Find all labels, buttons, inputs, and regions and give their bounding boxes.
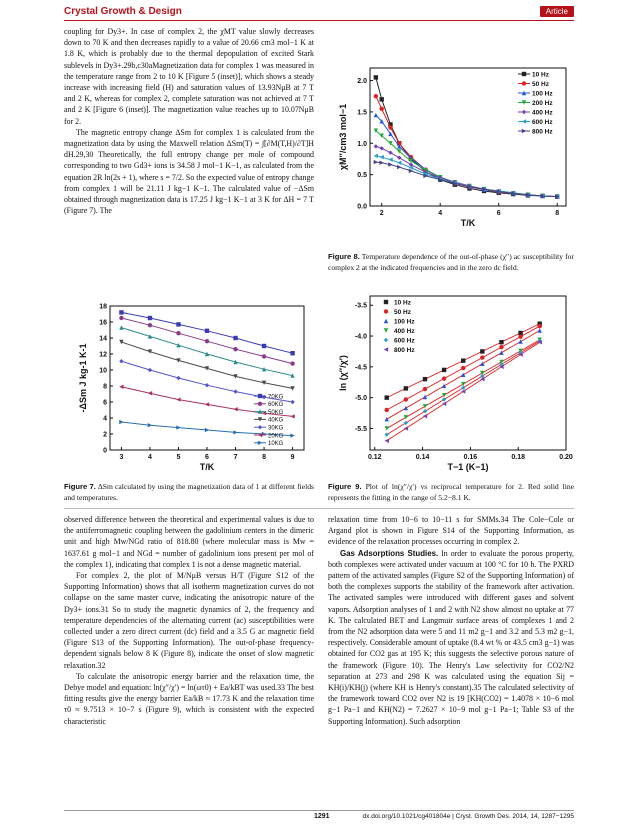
data-point xyxy=(499,350,503,354)
legend-label: 70KG xyxy=(268,394,284,401)
data-point xyxy=(380,97,384,101)
series-line xyxy=(376,77,557,196)
y-tick-label: 10 xyxy=(99,367,107,375)
data-point xyxy=(176,331,180,335)
legend-marker xyxy=(384,338,388,342)
paragraph: coupling for Dy3+. In case of complex 2, the χMT value slowly decreases down to 70 K and then decreases rapidly to a value of 20.66 cm3 mol−1 K at 1.8 K, which is probably due to the thermal depopulation of excited Stark sublevels in Dy3+.29b,c30aMagnetization data for complex 1 was measured in the temperature range from 2 to 10 K [Figure 5 (inset)], which shows a steady increase with increasing field (H) and saturation values of 13.93NμB at 7 T and 2 K, whereas for complex 2, complete saturation was not achieved at 7 T and 2 K [Figure 6 (inset)]. The magnetization value reaches up to 10.07NμB for 2. xyxy=(64,27,314,126)
paragraph xyxy=(328,548,574,727)
data-point xyxy=(461,358,465,362)
legend-label: 10 Hz xyxy=(532,71,549,79)
legend-label: 100 Hz xyxy=(532,90,553,98)
x-tick-label: 6 xyxy=(496,210,501,217)
data-point xyxy=(423,387,427,391)
legend-label: 400 Hz xyxy=(532,109,553,117)
data-point xyxy=(538,324,542,328)
x-tick-label: 5 xyxy=(176,454,181,461)
legend-label: 40KG xyxy=(268,417,284,424)
data-point xyxy=(205,402,209,406)
caption-label: Figure 9. xyxy=(328,482,362,491)
data-point xyxy=(461,366,465,370)
data-point xyxy=(119,316,123,320)
y-tick-label: 4 xyxy=(103,415,107,423)
figure-7 xyxy=(64,300,314,480)
data-point xyxy=(404,406,408,410)
legend-label: 600 Hz xyxy=(394,337,415,345)
y-tick-label: 16 xyxy=(99,319,107,327)
y-tick-label: -5.0 xyxy=(354,395,367,403)
series-line xyxy=(376,156,557,197)
legend-label: 200 Hz xyxy=(532,99,553,107)
x-axis-label: T/K xyxy=(199,462,215,472)
data-point xyxy=(374,160,378,164)
data-point xyxy=(423,404,427,408)
data-point xyxy=(290,433,294,437)
series-line xyxy=(376,115,557,197)
paragraph-text: In order to evaluate the porous property, both complexes were activated under vacuum at 100 °C for 10 h. The PXRD pattern of the activated samples (Figure S2 of the Supporting Information) of both the complexes supports the stability of the framework after activation. The activated samples were introduced with different gases and solvent vapors. Adsorption analyses of 1 and 2 with N2 show almost no uptake at 77 K. The calculated BET and Langmuir surface areas of complexes 1 and 2 from the N2 adsorption data were 5 and 11 m2 g−1 and 3.2 and 5.3 m2 g−1, respectively. Considerable amount of uptake (8.4 wt % or 43.5 cm3 g−1) was obtained for CO2 gas at 195 K; this suggests the selective porous nature of the framework (Figure 10). The Henry's Law selectivity for CO2/N2 separation at 273 and 298 K was calculated using the equation Sij = KH(i)/KH(j) (where KH is Henry's constant).35 The calculated selectivity of the framework toward CO2 over N2 is 19 [KH(CO2) = 1.4078 × 10−6 mol g−1 Pa−1 and KH(N2) = 7.2627 × 10−9 mol g−1 Pa−1; Table S3 of the Supporting Information). Such adsorption xyxy=(328,548,574,726)
paragraph: For complex 2, the plot of M/NμB versus H/T (Figure S12 of the Supporting Information) shows that all isotherm magnetization curves do not collapse on the same master curve, indicating the anisotropic nature of the Dy3+ ions.31 So to study the magnetic dynamics of 2, the frequency and temperature dependencies of the alternating current (ac) susceptibilities were collected under a zero direct current (dc) field and a 3.5 G ac magnetic field (Figure S13 of the Supporting Information). The out-of-phase frequency-dependent signals below 8 K (Figure 8), indicate the onset of slow magnetic relaxation.32 xyxy=(64,571,314,670)
data-point xyxy=(176,397,180,401)
y-axis-label: χM″/cm3 mol−1 xyxy=(338,103,348,171)
data-point xyxy=(380,146,384,150)
data-point xyxy=(442,402,446,406)
data-point xyxy=(385,408,389,412)
data-point xyxy=(374,75,378,79)
data-point xyxy=(385,395,389,399)
legend-marker xyxy=(384,347,388,351)
data-point xyxy=(374,144,378,148)
data-point xyxy=(380,155,384,159)
x-tick-label: 7 xyxy=(233,454,238,461)
data-point xyxy=(461,386,465,390)
data-point xyxy=(176,425,180,429)
data-point xyxy=(290,414,294,418)
data-point xyxy=(461,373,465,377)
data-point xyxy=(397,161,401,165)
legend-label: 600 Hz xyxy=(532,118,553,126)
caption-label: Figure 8. xyxy=(328,252,360,261)
figure-7-caption xyxy=(64,482,314,504)
data-point xyxy=(176,322,180,326)
data-point xyxy=(233,430,237,434)
x-tick-label: 0.12 xyxy=(367,454,382,461)
legend-label: 10 Hz xyxy=(394,299,411,307)
y-tick-label: 12 xyxy=(99,351,107,359)
data-point xyxy=(262,432,266,436)
data-point xyxy=(404,415,408,419)
caption-text: ΔSm calculated by using the magnetization data of 1 at different fields and temperatures. xyxy=(64,482,314,502)
x-tick-label: 6 xyxy=(205,454,209,461)
data-point xyxy=(290,351,294,355)
journal-name: Crystal Growth & Design xyxy=(64,6,182,17)
data-point xyxy=(119,310,123,314)
data-point xyxy=(388,125,392,129)
data-point xyxy=(380,161,384,165)
data-point xyxy=(423,409,427,413)
data-point xyxy=(148,316,152,320)
x-tick-label: 0.18 xyxy=(511,454,526,461)
data-point xyxy=(148,423,152,427)
figure-8-caption xyxy=(328,252,574,274)
x-tick-label: 0.14 xyxy=(415,454,430,461)
figure-9 xyxy=(328,290,573,478)
data-point xyxy=(397,165,401,169)
data-point xyxy=(404,397,408,401)
data-point xyxy=(480,355,484,359)
footer-rule xyxy=(64,810,574,811)
legend-marker xyxy=(384,300,388,304)
page-footer xyxy=(64,813,574,825)
data-point xyxy=(404,426,408,430)
caption-text: Plot of ln(χ″/χ′) vs reciprocal temperature for 2. Red solid line represents the fitting in the range of 5.2−8.1 K. xyxy=(328,482,575,502)
data-point xyxy=(518,334,522,338)
x-tick-label: 9 xyxy=(290,454,295,461)
data-point xyxy=(442,368,446,372)
data-point xyxy=(480,349,484,353)
data-point xyxy=(538,328,542,332)
data-point xyxy=(442,397,446,401)
data-point xyxy=(233,407,237,411)
figure-divider xyxy=(64,508,574,509)
x-tick-label: 0.20 xyxy=(559,454,573,461)
legend-label: 400 Hz xyxy=(394,327,415,335)
y-tick-label: 0.0 xyxy=(357,203,367,211)
x-tick-label: 0.16 xyxy=(463,454,478,461)
x-tick-label: 8 xyxy=(262,454,267,461)
series-line xyxy=(121,422,292,436)
data-point xyxy=(480,362,484,366)
data-point xyxy=(262,344,266,348)
data-point xyxy=(374,94,378,98)
data-point xyxy=(423,395,427,399)
legend-label: 800 Hz xyxy=(394,346,415,354)
legend-label: 30KG xyxy=(268,425,284,432)
page-number: 1291 xyxy=(314,813,330,820)
section-heading: Gas Adsorptions Studies. xyxy=(340,548,439,558)
data-point xyxy=(374,113,378,117)
legend-label: 800 Hz xyxy=(532,128,553,136)
doi-citation: dx.doi.org/10.1021/cg401804e | Cryst. Growth Des. 2014, 14, 1287−1295 xyxy=(362,813,574,820)
y-tick-label: 2.0 xyxy=(357,78,367,86)
legend-marker xyxy=(384,309,388,313)
data-point xyxy=(385,432,389,436)
data-point xyxy=(148,391,152,395)
y-tick-label: -3.5 xyxy=(354,302,367,310)
data-point xyxy=(148,323,152,327)
legend-label: 50 Hz xyxy=(394,308,411,316)
figure-8 xyxy=(328,60,573,230)
legend-marker xyxy=(384,319,388,323)
data-point xyxy=(388,162,392,166)
series-line xyxy=(121,342,292,388)
paragraph: To calculate the anisotropic energy barrier and the relaxation time, the Debye model and equation: ln(χ″/χ′) = ln(ωτ0) + Ea/kBT was used.33 The best fitting results give the energy barrier Ea/kB ≈ 17.73 K and the relaxation time τ0 ≈ 9.7513 × 10−7 s (Figure 9), which is consistent with the expected characteristic xyxy=(64,671,314,726)
legend-label: 50 Hz xyxy=(532,80,549,88)
x-tick-label: 8 xyxy=(555,210,560,217)
y-tick-label: 1.5 xyxy=(357,109,367,117)
left-column-bottom xyxy=(64,514,314,727)
paragraph: relaxation time from 10−6 to 10−11 s for SMMs.34 The Cole−Cole or Argand plot is shown in Figure S14 of the Supporting Information, as evidence of the relaxation processes occurring in complex 2. xyxy=(328,515,574,547)
left-column-top xyxy=(64,26,314,216)
data-point xyxy=(423,414,427,418)
legend-label: 10KG xyxy=(268,441,284,448)
x-tick-label: 4 xyxy=(438,210,443,217)
x-tick-label: 4 xyxy=(147,454,152,461)
data-point xyxy=(233,336,237,340)
y-axis-label: -ΔSm J kg-1 K-1 xyxy=(78,343,88,413)
x-axis-label: T−1 (K−1) xyxy=(447,462,489,472)
data-point xyxy=(262,354,266,358)
y-axis-label: ln (χ″/χ′) xyxy=(338,355,348,391)
data-point xyxy=(518,339,522,343)
data-point xyxy=(205,329,209,333)
y-tick-label: 0 xyxy=(103,447,107,455)
y-tick-label: 1.0 xyxy=(357,140,367,148)
legend-label: 50KG xyxy=(268,409,284,416)
legend-label: 100 Hz xyxy=(394,318,415,326)
data-point xyxy=(404,421,408,425)
data-point xyxy=(442,376,446,380)
right-column-bottom xyxy=(328,514,574,727)
data-point xyxy=(380,107,384,111)
data-point xyxy=(233,389,237,393)
data-point xyxy=(119,359,123,363)
y-tick-label: 8 xyxy=(103,383,107,391)
article-type-badge: Article xyxy=(540,6,574,17)
figure-8-chart xyxy=(328,60,573,230)
figure-7-chart xyxy=(64,300,314,480)
data-point xyxy=(423,377,427,381)
data-point xyxy=(385,426,389,430)
figure-9-chart xyxy=(328,290,573,478)
header-rule xyxy=(64,20,574,21)
data-point xyxy=(404,386,408,390)
data-point xyxy=(388,150,392,154)
data-point xyxy=(442,393,446,397)
data-point xyxy=(442,384,446,388)
y-tick-label: -4.5 xyxy=(354,364,367,372)
data-point xyxy=(119,385,123,389)
paragraph: The magnetic entropy change ΔSm for complex 1 is calculated from the magnetization data by using the Maxwell relation ΔSm(T) = ∫[∂M(T,H)/∂T]H dH.29,30 Theoretically, the full entropy change per mole of compound corresponding to two Gd3+ ions is 34.58 J mol−1 K−1, as calculated from the equation 2R ln(2s + 1), where s = 7/2. So the expected value of entropy change from complex 1 will be 21.11 J kg−1 K−1. The calculated value of −ΔSm obtained through magnetization data is 17.25 J kg−1 K−1 at 3 K for ΔH = 7 T (Figure 7). The xyxy=(64,127,314,216)
data-point xyxy=(205,383,209,387)
x-tick-label: 3 xyxy=(119,454,124,461)
legend-label: 20KG xyxy=(268,433,284,440)
data-point xyxy=(290,400,294,404)
y-tick-label: 14 xyxy=(99,335,107,343)
data-point xyxy=(205,428,209,432)
legend-label: 60KG xyxy=(268,402,284,409)
data-point xyxy=(388,157,392,161)
y-tick-label: -4.0 xyxy=(354,333,367,341)
series-line xyxy=(376,96,557,196)
data-point xyxy=(290,361,294,365)
data-point xyxy=(385,439,389,443)
y-tick-label: 18 xyxy=(99,303,107,311)
y-tick-label: 6 xyxy=(103,399,107,407)
x-axis-label: T/K xyxy=(460,218,476,228)
y-tick-label: 0.5 xyxy=(357,172,367,180)
data-point xyxy=(374,154,378,158)
data-point xyxy=(119,420,123,424)
data-point xyxy=(205,339,209,343)
caption-text: Temperature dependence of the out-of-phase (χ″) ac susceptibility for complex 2 at the indicated frequencies and in the zero dc field. xyxy=(328,252,574,272)
paragraph: observed difference between the theoretical and experimental values is due to the antiferromagnetic coupling between the gadolinium centers in the dimeric unit and high Mw/NGd ratio of 818.80 (where molecular mass is Mw = 1637.61 g mol−1 and NGd = number of gadolinium ions present per mol of the complex 1), indicating that complex 1 is not a dense magnetic material. xyxy=(64,515,314,569)
data-point xyxy=(499,340,503,344)
data-point xyxy=(385,417,389,421)
y-tick-label: 2 xyxy=(103,431,107,439)
data-point xyxy=(233,347,237,351)
data-point xyxy=(176,376,180,380)
data-point xyxy=(397,156,401,160)
data-point xyxy=(148,368,152,372)
x-tick-label: 2 xyxy=(379,210,384,217)
y-tick-label: -5.5 xyxy=(354,425,367,433)
data-point xyxy=(499,345,503,349)
series-line xyxy=(376,162,557,197)
legend-marker xyxy=(384,328,388,332)
figure-9-caption xyxy=(328,482,574,504)
series-line xyxy=(121,387,292,417)
caption-label: Figure 7. xyxy=(64,482,96,491)
